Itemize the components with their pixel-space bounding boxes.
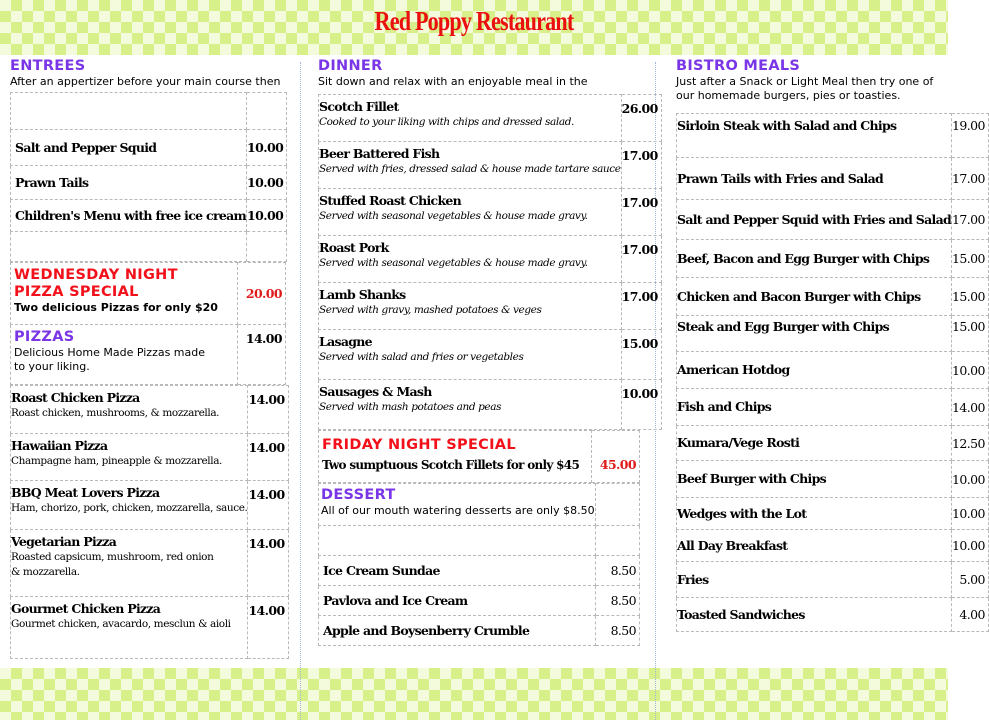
friday-special-heading: FRIDAY NIGHT SPECIAL bbox=[322, 437, 516, 453]
pizzas-header bbox=[11, 325, 286, 385]
item-description: Champagne ham, pineapple & mozzarella. bbox=[11, 455, 222, 467]
menu-item bbox=[11, 200, 287, 232]
friday-special-table bbox=[318, 430, 640, 483]
item-price: 14.00 bbox=[248, 386, 288, 434]
item-price: 17.00 bbox=[621, 142, 661, 189]
item-name: Fries bbox=[677, 571, 709, 587]
item-name: Roast Chicken Pizza bbox=[11, 390, 140, 405]
dinner-intro: Sit down and relax with an enjoyable meal in the bbox=[318, 75, 588, 88]
wednesday-special bbox=[11, 263, 286, 325]
item-price: 10.00 bbox=[247, 130, 287, 166]
item-price: 17.00 bbox=[621, 189, 661, 236]
item-description: Gourmet chicken, avacardo, mesclun & aioli bbox=[11, 618, 231, 630]
item-name: Lasagne bbox=[319, 334, 372, 349]
entrees-heading: ENTREES bbox=[10, 58, 86, 74]
item-name: Pavlova and Ice Cream bbox=[323, 592, 468, 608]
item-price: 4.00 bbox=[952, 598, 989, 632]
restaurant-title: Red Poppy Restaurant bbox=[374, 6, 574, 36]
item-name: Scotch Fillet bbox=[319, 99, 399, 114]
item-description: Served with seasonal vegetables & house made gravy. bbox=[319, 210, 588, 222]
item-name: Sausages & Mash bbox=[319, 384, 432, 399]
item-description: Roasted capsicum, mushroom, red onion bbox=[11, 551, 214, 563]
dinner-heading: DINNER bbox=[318, 58, 383, 74]
item-price: 17.00 bbox=[952, 158, 989, 200]
item-price: 26.00 bbox=[621, 95, 661, 142]
item-name: Steak and Egg Burger with Chips bbox=[677, 319, 889, 334]
item-price: 15.00 bbox=[952, 240, 989, 278]
item-price: 14.00 bbox=[248, 597, 288, 659]
menu-item bbox=[677, 498, 989, 530]
menu-item bbox=[319, 236, 662, 283]
item-name: Wedges with the Lot bbox=[677, 505, 807, 521]
item-name: Stuffed Roast Chicken bbox=[319, 193, 462, 208]
friday-special-desc: Two sumptuous Scotch Fillets for only $45 bbox=[322, 458, 580, 472]
item-price: 8.50 bbox=[595, 556, 639, 586]
menu-item bbox=[319, 283, 662, 330]
item-description: Served with seasonal vegetables & house made gravy. bbox=[319, 257, 588, 269]
column-guide bbox=[300, 62, 301, 720]
item-name: Salt and Pepper Squid with Fries and Salad bbox=[677, 211, 952, 227]
item-price: 15.00 bbox=[621, 330, 661, 380]
menu-item bbox=[319, 142, 662, 189]
item-description: Served with salad and fries or vegetables bbox=[319, 351, 524, 363]
menu-item bbox=[677, 461, 989, 498]
item-name: Roast Pork bbox=[319, 240, 389, 255]
menu-item bbox=[319, 189, 662, 236]
item-price: 17.00 bbox=[952, 200, 989, 240]
menu-item bbox=[677, 389, 989, 426]
item-name: Vegetarian Pizza bbox=[11, 534, 117, 549]
item-description: Cooked to your liking with chips and dressed salad. bbox=[319, 116, 574, 128]
menu-item bbox=[677, 562, 989, 598]
pizzas-table bbox=[10, 385, 289, 659]
menu-item bbox=[319, 586, 640, 616]
bistro-heading: BISTRO MEALS bbox=[676, 58, 801, 74]
item-name: Sirloin Steak with Salad and Chips bbox=[677, 118, 897, 133]
item-price: 17.00 bbox=[621, 236, 661, 283]
menu-item bbox=[319, 95, 662, 142]
checkered-border-bottom bbox=[0, 668, 948, 720]
item-description: Served with gravy, mashed potatoes & veges bbox=[319, 304, 542, 316]
item-name: Beef Burger with Chips bbox=[677, 471, 826, 486]
item-price: 14.00 bbox=[952, 389, 989, 426]
dessert-intro: All of our mouth watering desserts are only $8.50 bbox=[321, 504, 595, 517]
item-name: Hawaiian Pizza bbox=[11, 438, 108, 453]
pizzas-header-price: 14.00 bbox=[238, 325, 286, 385]
menu-item bbox=[677, 158, 989, 200]
item-price: 12.50 bbox=[952, 426, 989, 461]
wednesday-special-heading: WEDNESDAY NIGHT bbox=[14, 267, 178, 283]
dessert-header bbox=[319, 484, 640, 526]
menu-item bbox=[677, 114, 989, 158]
item-price: 10.00 bbox=[952, 461, 989, 498]
item-price: 10.00 bbox=[247, 166, 287, 200]
item-name: Prawn Tails bbox=[15, 174, 89, 190]
item-name: Salt and Pepper Squid bbox=[15, 139, 157, 155]
bistro-intro: Just after a Snack or Light Meal then try one of bbox=[676, 75, 934, 88]
entrees-table bbox=[10, 92, 287, 262]
dessert-heading: DESSERT bbox=[321, 487, 396, 503]
menu-item bbox=[11, 386, 289, 434]
pizzas-heading: PIZZAS bbox=[14, 329, 75, 345]
dessert-table bbox=[318, 483, 640, 646]
item-name: Apple and Boysenberry Crumble bbox=[323, 622, 530, 638]
item-description: Served with mash potatoes and peas bbox=[319, 401, 502, 413]
friday-special-price: 45.00 bbox=[592, 431, 640, 483]
menu-item bbox=[11, 530, 289, 597]
wednesday-special-table bbox=[10, 262, 286, 385]
item-description: Ham, chorizo, pork, chicken, mozzarella, sauce. bbox=[11, 502, 248, 514]
item-price: 17.00 bbox=[621, 283, 661, 330]
item-name: Gourmet Chicken Pizza bbox=[11, 601, 161, 616]
menu-item bbox=[677, 240, 989, 278]
item-name: Beer Battered Fish bbox=[319, 146, 440, 161]
menu-item bbox=[677, 530, 989, 562]
menu-item bbox=[677, 598, 989, 632]
wednesday-special-heading: PIZZA SPECIAL bbox=[14, 284, 139, 300]
wednesday-special-desc: Two delicious Pizzas for only $20 bbox=[14, 301, 218, 314]
item-price: 10.00 bbox=[621, 380, 661, 430]
item-name: All Day Breakfast bbox=[677, 537, 788, 553]
item-price: 15.00 bbox=[952, 316, 989, 352]
entrees-intro: After an appertizer before your main course then bbox=[10, 75, 281, 88]
item-description: & mozzarella. bbox=[11, 566, 80, 578]
item-name: Lamb Shanks bbox=[319, 287, 406, 302]
item-price: 10.00 bbox=[952, 498, 989, 530]
item-description: Roast chicken, mushrooms, & mozzarella. bbox=[11, 407, 220, 419]
item-price: 14.00 bbox=[248, 530, 288, 597]
item-name: Ice Cream Sundae bbox=[323, 562, 440, 578]
item-name: Toasted Sandwiches bbox=[677, 606, 805, 622]
menu-item bbox=[677, 426, 989, 461]
menu-item bbox=[677, 352, 989, 389]
dinner-table bbox=[318, 94, 662, 430]
item-price: 10.00 bbox=[247, 200, 287, 232]
menu-item bbox=[319, 330, 662, 380]
item-price: 5.00 bbox=[952, 562, 989, 598]
menu-item bbox=[677, 278, 989, 316]
item-price: 14.00 bbox=[248, 481, 288, 530]
friday-special bbox=[319, 431, 640, 483]
menu-item bbox=[319, 616, 640, 646]
item-price: 8.50 bbox=[595, 586, 639, 616]
item-name: BBQ Meat Lovers Pizza bbox=[11, 485, 160, 500]
item-name: Kumara/Vege Rosti bbox=[677, 435, 800, 450]
menu-item bbox=[677, 316, 989, 352]
bistro-table bbox=[676, 113, 989, 632]
menu-item bbox=[11, 597, 289, 659]
item-price: 15.00 bbox=[952, 278, 989, 316]
wednesday-special-price: 20.00 bbox=[238, 263, 286, 325]
item-description: Served with fries, dressed salad & house made tartare sauce bbox=[319, 163, 621, 175]
menu-item bbox=[11, 130, 287, 166]
item-price: 8.50 bbox=[595, 616, 639, 646]
middle-column bbox=[318, 58, 658, 646]
item-name: Chicken and Bacon Burger with Chips bbox=[677, 288, 921, 304]
item-name: Children's Menu with free ice cream bbox=[15, 207, 247, 223]
menu-item bbox=[677, 200, 989, 240]
item-price: 10.00 bbox=[952, 530, 989, 562]
item-name: Prawn Tails with Fries and Salad bbox=[677, 170, 884, 186]
menu-item bbox=[11, 166, 287, 200]
bistro-intro: our homemade burgers, pies or toasties. bbox=[676, 89, 901, 102]
right-column bbox=[676, 58, 985, 632]
menu-item bbox=[11, 481, 289, 530]
item-name: Beef, Bacon and Egg Burger with Chips bbox=[677, 250, 930, 266]
item-name: Fish and Chips bbox=[677, 399, 772, 414]
left-column bbox=[10, 58, 286, 659]
item-price: 14.00 bbox=[248, 434, 288, 481]
item-name: American Hotdog bbox=[677, 362, 790, 377]
pizzas-intro: Delicious Home Made Pizzas made to your liking. bbox=[14, 346, 206, 373]
menu-item bbox=[319, 380, 662, 430]
item-price: 10.00 bbox=[952, 352, 989, 389]
item-price: 19.00 bbox=[952, 114, 989, 158]
menu-item bbox=[11, 434, 289, 481]
menu-item bbox=[319, 556, 640, 586]
